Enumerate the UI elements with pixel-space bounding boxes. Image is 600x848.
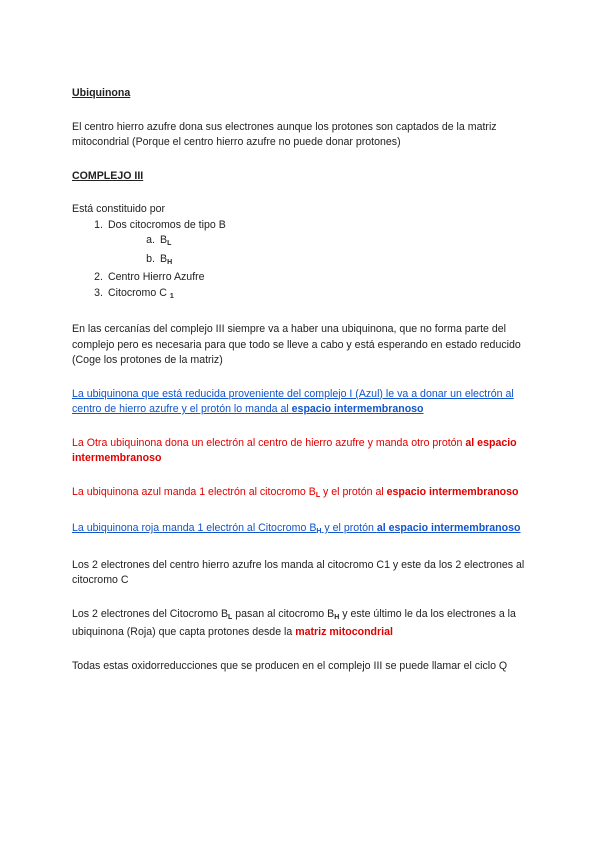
list-item: 1. Dos citocromos de tipo B	[94, 218, 226, 231]
list-item: a. $B_L$	[146, 234, 172, 247]
paragraph-ubiquinona-cercanias: En las cercanías del complejo III siempre va a haber una ubiquinona, que no forma parte del complejo pero es necesaria para que todo se lleve a cabo y está esperando en estado reducido (Coge los protones de la matriz)	[72, 323, 521, 366]
paragraph-electrones-c1: Los 2 electrones del centro hierro azufre los manda al citocromo C1 y este da los 2 electrones al citocromo C	[72, 558, 525, 586]
paragraph-red-ubiquinona-azul: La ubiquinona azul manda 1 electrón al citocromo $B_L$ y el protón al espacio intermembranoso	[72, 485, 519, 499]
list-item: b. $B_H$	[146, 252, 173, 266]
paragraph-citocromo-bl: Los 2 electrones del Citocromo $B_L$ pasan al citocromo $B_H$ y este último le da los electrones a la ubiquinona (Roja) que capta protones desde la matriz mitocondrial	[72, 607, 516, 638]
components-list	[72, 218, 542, 305]
constituido-text: Está constituido por	[72, 203, 166, 215]
list-item: 3. Citocromo C $_1$	[94, 286, 174, 300]
paragraph-blue-ubiquinona-roja: La ubiquinona roja manda 1 electrón al Citocromo $B_H$ y el protón al espacio intermembranoso	[72, 522, 521, 535]
heading-ubiquinona: Ubiquinona	[72, 87, 131, 99]
paragraph-blue-ubiquinona: La ubiquinona que está reducida proveniente del complejo I (Azul) le va a donar un electrón al centro de hierro azufre y el protón lo manda al espacio intermembranoso	[72, 387, 514, 415]
paragraph-red-otra-ubiquinona: La Otra ubiquinona dona un electrón al centro de hierro azufre y manda otro protón al espacio intermembranoso	[72, 436, 517, 464]
paragraph-ubiquinona: El centro hierro azufre dona sus electrones aunque los protones son captados de la matriz mitocondrial (Porque el centro hierro azufre no puede donar protones)	[72, 120, 497, 148]
document-page	[72, 86, 542, 674]
heading-complejo-iii: COMPLEJO III	[72, 169, 144, 182]
paragraph-ciclo-q: Todas estas oxidorreducciones que se producen en el complejo III se puede llamar el ciclo Q	[72, 659, 508, 672]
list-item: 2. Centro Hierro Azufre	[94, 271, 205, 283]
